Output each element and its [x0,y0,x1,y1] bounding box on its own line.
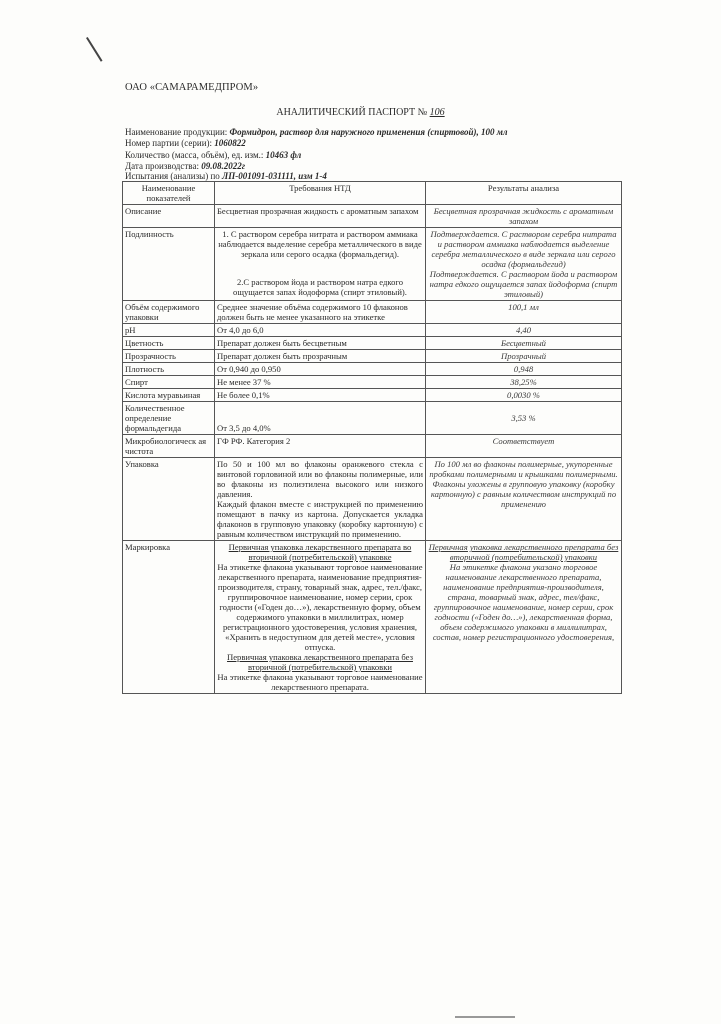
row-name: Кислота муравьиная [123,389,215,402]
row-requirement: Препарат должен быть бесцветным [215,337,426,350]
row-result [426,541,622,694]
table-row [123,337,622,350]
row-result: По 100 мл во флаконы полимерные, укупоренные пробками полимерными и крышками полимерными. Флаконы уложены в групповую упаковку (коробку картонную) с равным количеством инструкций по применению [426,458,622,541]
row-name: Плотность [123,363,215,376]
row-name: Прозрачность [123,350,215,363]
row-name: Описание [123,205,215,228]
meta-value: ЛП-001091-031111, изм 1-4 [222,171,327,181]
row-requirement: Препарат должен быть прозрачным [215,350,426,363]
row-result: 0,0030 % [426,389,622,402]
row-requirement: Бесцветная прозрачная жидкость с ароматным запахом [215,205,426,228]
result-part-2: Подтверждается. С раствором йода и раствором натра едкого ощущается запах йодоформа (спирт этиловый) [429,269,618,299]
meta-label: Количество (масса, объём), ед. изм.: [125,150,264,160]
document-title [0,107,721,118]
result-part-1: Подтверждается. С раствором серебра нитрата и раствором аммиака наблюдается выделение серебра металлического в виде зеркала или серого осадка (формальдегид) [430,229,617,269]
row-name: Цветность [123,337,215,350]
row-result: 100,1 мл [426,301,622,324]
marking-heading-2: Первичная упаковка лекарственного препарата без вторичной (потребительской) упаковки [227,652,413,672]
table-row [123,228,622,301]
table-row [123,350,622,363]
title-prefix: АНАЛИТИЧЕСКИЙ ПАСПОРТ № [276,107,428,118]
row-result: Бесцветный [426,337,622,350]
meta-label: Испытания (анализы) по [125,171,220,181]
marking-result-heading: Первичная упаковка лекарственного препарата без вторичной (потребительской) упаковки [428,542,619,562]
header-name: Наименование показателей [123,182,215,205]
meta-value: 09.08.2022г [201,161,246,171]
table-row [123,205,622,228]
row-name: pH [123,324,215,337]
table-row [123,458,622,541]
meta-value: Формидрон, раствор для наружного применения (спиртовой), 100 мл [229,127,508,137]
header-results: Результаты анализа [426,182,622,205]
marking-text-2: На этикетке флакона указывают торговое наименование лекарственного препарата. [217,672,423,692]
row-requirement [215,228,426,301]
row-requirement: Не более 0,1% [215,389,426,402]
row-name: Упаковка [123,458,215,541]
analysis-table [122,181,622,694]
meta-product [125,127,508,138]
row-name: Микробиологическ ая чистота [123,435,215,458]
row-name: Маркировка [123,541,215,694]
table-row [123,363,622,376]
row-result: 3,53 % [426,402,622,435]
table-row [123,301,622,324]
row-name: Объём содержимого упаковки [123,301,215,324]
row-result [426,228,622,301]
row-requirement: От 0,940 до 0,950 [215,363,426,376]
row-name: Количественное определение формальдегида [123,402,215,435]
row-requirement [215,541,426,694]
row-result: Соответствует [426,435,622,458]
row-name: Подлинность [123,228,215,301]
meta-label: Номер партии (серии): [125,138,213,148]
row-result: 38,25% [426,376,622,389]
requirement-part-2: Каждый флакон вместе с инструкцией по применению помещают в пачку из картона. Допускается укладка флаконов в групповую упаковку (коробку картонную) с равным количеством инструкций по применению. [217,499,423,539]
row-result: 4,40 [426,324,622,337]
row-requirement: От 3,5 до 4,0% [215,402,426,435]
meta-value: 10463 фл [265,150,302,160]
row-requirement [215,458,426,541]
requirement-part-2: 2.С раствором йода и раствором натра едкого ощущается запах йодоформа (спирт этиловый). [233,277,407,297]
marking-result-text: На этикетке флакона указано торговое наименование лекарственного препарата, наименование предприятия-производителя, страна, товарный знак, адрес, тел/факс, группировочное наименование, номер серии, срок годности («Годен до…»), лекарственная форма, объем содержимого упаковки в миллилитрах, состав, номер регистрационного удостоверения, [432,562,615,642]
meta-label: Наименование продукции: [125,127,228,137]
row-name: Спирт [123,376,215,389]
pen-stroke-mark [86,37,103,62]
row-requirement: Не менее 37 % [215,376,426,389]
table-row [123,376,622,389]
marking-heading-1: Первичная упаковка лекарственного препарата во вторичной (потребительской) упаковке [228,542,412,562]
row-requirement: ГФ РФ. Категория 2 [215,435,426,458]
meta-batch [125,138,246,149]
scan-edge-mark [455,1016,515,1018]
row-requirement: Среднее значение объёма содержимого 10 флаконов должен быть не менее указанного на этикетке [215,301,426,324]
row-result: Прозрачный [426,350,622,363]
passport-number: 106 [429,107,445,118]
requirement-part-1: 1. С раствором серебра нитрата и раствором аммиака наблюдается выделение серебра металлического в виде зеркала или серого осадка (формальдегид). [218,229,422,259]
header-requirements: Требования НТД [215,182,426,205]
table-row [123,435,622,458]
row-result: Бесцветная прозрачная жидкость с ароматным запахом [426,205,622,228]
meta-quantity [125,150,301,161]
table-row [123,402,622,435]
row-requirement: От 4,0 до 6,0 [215,324,426,337]
company-name: ОАО «САМАРАМЕДПРОМ» [125,82,259,93]
row-result: 0,948 [426,363,622,376]
meta-value: 1060822 [214,138,246,148]
marking-text-1: На этикетке флакона указывают торговое наименование лекарственного препарата, наименование предприятия-производителя, страну, товарный знак, адрес, тел./факс, группировочное наименование, номер серии, срок годности («Годен до…»), лекарственную форму, объем содержимого упаковки в миллилитрах, номер регистрационного удостоверения, условия хранения, «Хранить в недоступном для детей месте», условия отпуска. [217,562,423,652]
table-row [123,541,622,694]
table-row [123,389,622,402]
table-header-row [123,182,622,205]
meta-label: Дата производства: [125,161,199,171]
requirement-part-1: По 50 и 100 мл во флаконы оранжевого стекла с винтовой горловиной или во флаконы полимерные, или во флаконы из полиэтилена высокого или низкого давления. [217,459,423,499]
table-row [123,324,622,337]
